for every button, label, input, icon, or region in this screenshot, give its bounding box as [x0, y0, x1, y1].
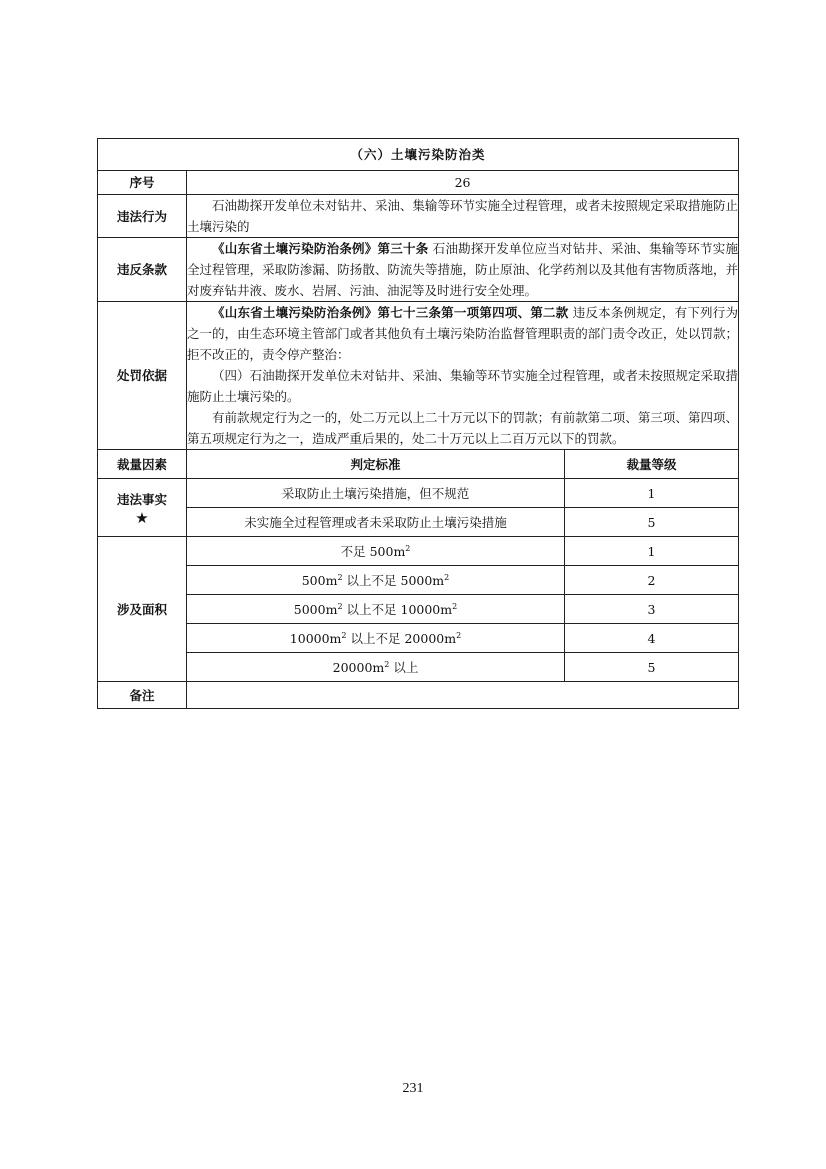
area-criteria: $20000m^2$ 以上: [187, 653, 565, 682]
violation-label: 违反条款: [98, 238, 187, 302]
fact-criteria: 未实施全过程管理或者未采取防止土壤污染措施: [187, 508, 565, 537]
area-criteria: $500m^2$ 以上不足 $5000m^2$: [187, 566, 565, 595]
behavior-cell: [187, 195, 739, 238]
penalty-label: 处罚依据: [98, 302, 187, 450]
table-title: （六）土壤污染防治类: [98, 139, 739, 171]
page-number: 231: [402, 1081, 424, 1096]
violation-law: 《山东省土壤污染防治条例》第三十条: [212, 241, 429, 256]
area-criteria: $5000m^2$ 以上不足 $10000m^2$: [187, 595, 565, 624]
penalty-law: 《山东省土壤污染防治条例》第七十三条第一项第四项、第二款: [212, 305, 569, 320]
remark-label: 备注: [98, 682, 187, 709]
fact-criteria: 采取防止土壤污染措施，但不规范: [187, 479, 565, 508]
star-icon: ★: [135, 509, 149, 527]
fact-label: 违法事实: [116, 492, 167, 507]
area-criteria: $10000m^2$ 以上不足 $20000m^2$: [187, 624, 565, 653]
behavior-label: 违法行为: [98, 195, 187, 238]
seq-value: 26: [187, 171, 739, 195]
area-label: 涉及面积: [98, 537, 187, 682]
area-level: 4: [565, 624, 739, 653]
behavior-text: 石油勘探开发单位未对钻井、采油、集输等环节实施全过程管理，或者未按照规定采取措施防止土壤污染的: [187, 198, 739, 234]
penalty-cell: [187, 302, 739, 450]
penalty-text-2: （四）石油勘探开发单位未对钻井、采油、集输等环节实施全过程管理，或者未按照规定采取措施防止土壤污染的。: [187, 368, 739, 404]
area-level: 1: [565, 537, 739, 566]
fact-level: 5: [565, 508, 739, 537]
penalty-text-3: 有前款规定行为之一的，处二万元以上二十万元以下的罚款；有前款第二项、第三项、第四项、第五项规定行为之一，造成严重后果的，处二十万元以上二百万元以下的罚款。: [187, 410, 739, 446]
level-header: 裁量等级: [565, 450, 739, 479]
area-level: 5: [565, 653, 739, 682]
penalty-text-1: 违反本条例规定，有下列行为之一的，由生态环境主管部门或者其他负有土壤污染防治监督管理职责的部门责令改正，处以罚款；拒不改正的，责令停产整治：: [187, 305, 739, 362]
violation-text: 石油勘探开发单位应当对钻井、采油、集输等环节实施全过程管理，采取防渗漏、防扬散、防流失等措施，防止原油、化学药剂以及其他有害物质落地，并对废弃钻井液、废水、岩屑、污油、油泥等及时进行安全处理。: [187, 241, 739, 298]
fact-level: 1: [565, 479, 739, 508]
area-level: 2: [565, 566, 739, 595]
criteria-header: 判定标准: [187, 450, 565, 479]
violation-cell: [187, 238, 739, 302]
area-criteria: 不足 $500m^2$: [187, 537, 565, 566]
factor-header: 裁量因素: [98, 450, 187, 479]
remark-value: [187, 682, 739, 709]
seq-label: 序号: [98, 171, 187, 195]
fact-label-cell: [98, 479, 187, 537]
area-level: 3: [565, 595, 739, 624]
regulation-table: [97, 138, 739, 709]
